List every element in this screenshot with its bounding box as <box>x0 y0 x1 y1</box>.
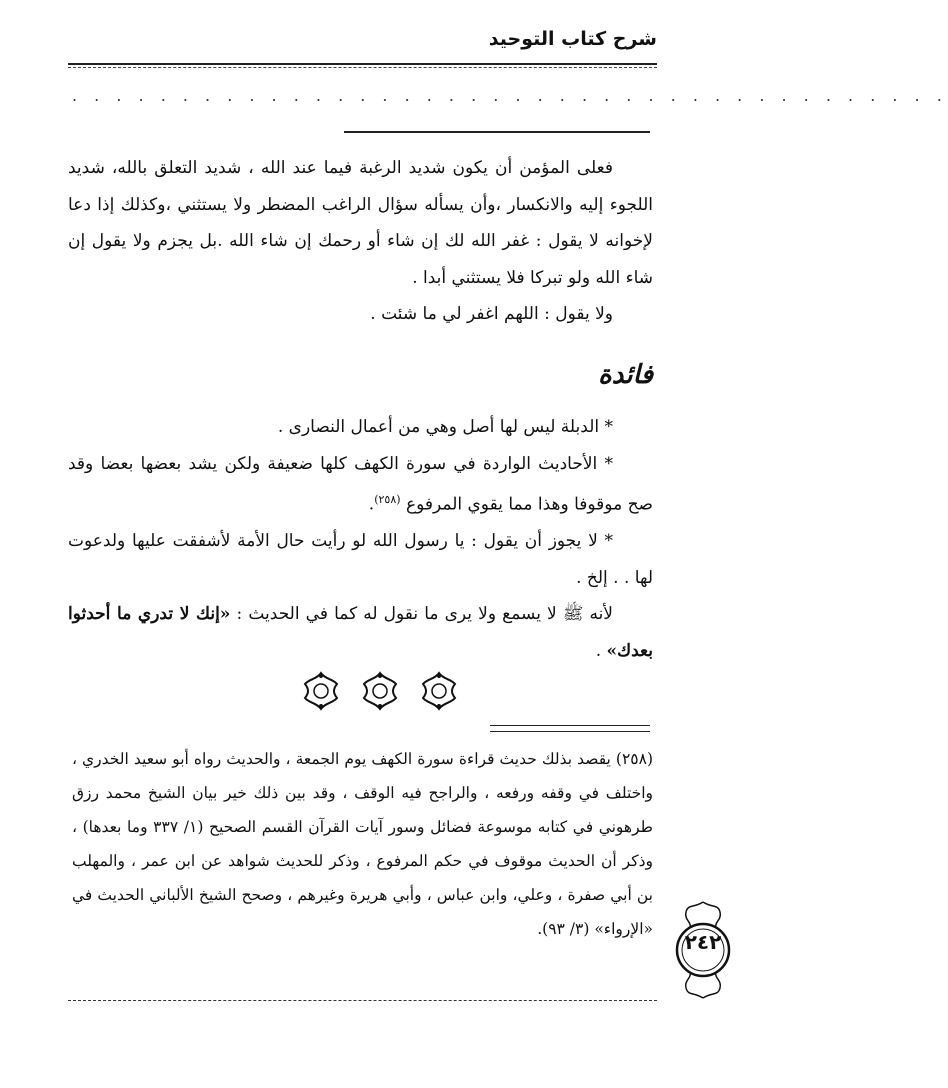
section-heading: فائدة <box>598 359 653 390</box>
footnote-ref: (٢٥٨) <box>374 493 401 506</box>
ornament-row <box>300 668 460 714</box>
bullet-2 <box>68 446 653 524</box>
floral-ornament-icon <box>300 670 342 712</box>
dotted-separator: . . . . . . . . . . . . . . . . . . . . . . . . . . . . . . . . . . . . . . . . <box>72 86 948 105</box>
paragraph-2: ولا يقول : اللهم اغفر لي ما شئت . <box>370 304 613 324</box>
paragraph-3-start: لأنه ﷺ لا يسمع ولا يرى ما نقول له كما في الحديث : <box>230 604 614 625</box>
bullet-2-text: * الأحاديث الواردة في سورة الكهف كلها ضعيفة ولكن يشد بعضها بعضا وقد صح موقوفا وهذا مما يقوي المرفوع <box>68 453 653 515</box>
footnote-area <box>72 742 653 946</box>
paragraph-1: فعلى المؤمن أن يكون شديد الرغبة فيما عند الله ، شديد التعلق بالله، شديد اللجوء إليه والانكسار ،وأن يسأله سؤال الراغب المضطر ولا يستثني ،وكذلك إذا دعا لإخوانه لا يقول : غفر الله لك إن شاء أو رحمك إن شاء الله .بل يجزم ولا يقول إن شاء الله ولو تبركا فلا يستثني أبدا . <box>68 158 653 288</box>
paragraph-3-end: . <box>595 640 607 661</box>
bullet-2-end: . <box>368 494 375 515</box>
footnote-rule-2 <box>490 731 650 732</box>
header-rule <box>68 63 657 65</box>
header-rule-dashed <box>68 67 657 68</box>
hadith-quote: «إنك لا تدري ما أحدثوا بعدك» <box>68 604 653 661</box>
bullet-1: * الدبلة ليس لها أصل وهي من أعمال النصارى . <box>277 417 613 437</box>
floral-ornament-icon <box>359 670 401 712</box>
footnote-rule <box>490 725 650 726</box>
section-rule <box>344 131 650 133</box>
bullet-3: * لا يجوز أن يقول : يا رسول الله لو رأيت حال الأمة لأشفقت عليها ولدعوت لها . . إلخ . <box>68 531 653 588</box>
main-text <box>68 150 653 669</box>
footnote-258: (٢٥٨) يقصد بذلك حديث قراءة سورة الكهف يوم الجمعة ، والحديث رواه أبو سعيد الخدري ، واختلف في وقفه ورفعه ، والراجح فيه الوقف ، وقد بين ذلك خير بيان الشيخ محمد رزق طرهوني في كتابه موسوعة فضائل وسور آيات القرآن القسم الصحيح (١/ ٣٣٧ وما بعدها) ، وذكر أن الحديث موقوف في حكم المرفوع ، وذكر للحديث شواهد عن ابن عمر ، والمهلب بن أبي صفرة ، وعلي، وابن عباس ، وأبي هريرة وغيرهم ، وصحح الشيخ الألباني الحديث في «الإرواء» (٣/ ٩٣). <box>72 750 653 938</box>
page-number: ٢٤٢ <box>684 930 722 954</box>
paragraph-3 <box>68 596 653 669</box>
floral-ornament-icon <box>418 670 460 712</box>
running-head-title: شرح كتاب التوحيد <box>488 28 657 50</box>
footer-rule <box>68 1000 657 1001</box>
